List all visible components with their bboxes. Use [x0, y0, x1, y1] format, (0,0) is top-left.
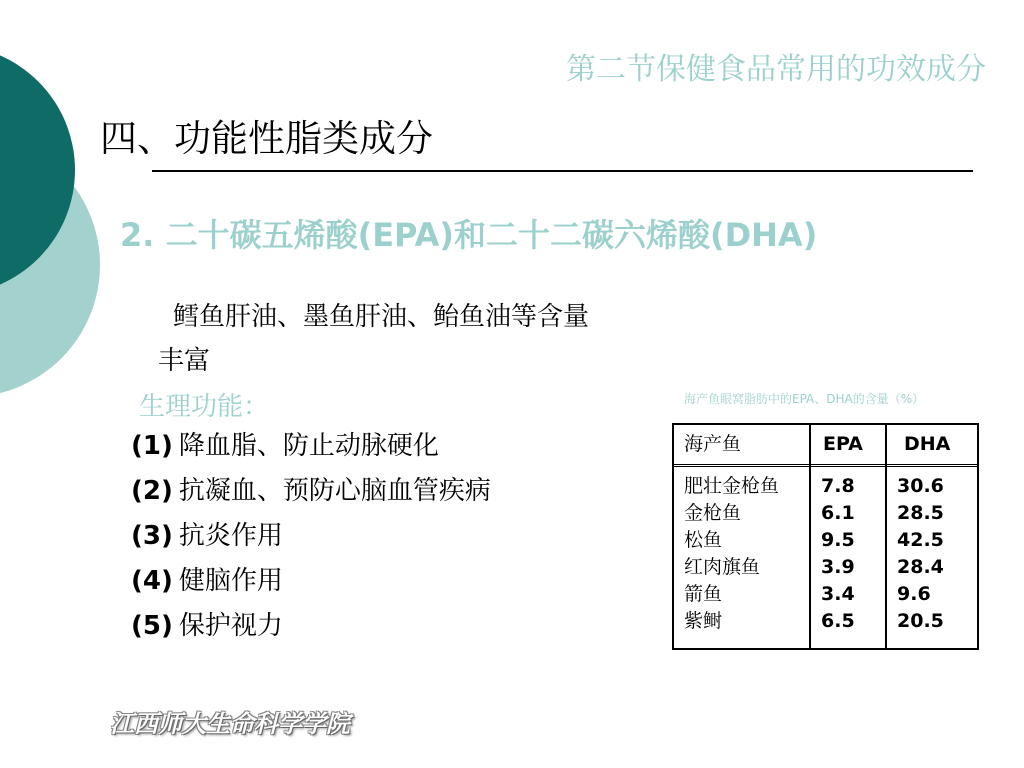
function-text: 健脑作用 — [178, 566, 283, 596]
function-text: 抗炎作用 — [178, 521, 283, 551]
function-list — [131, 425, 491, 650]
sources-line-1: 鳕鱼肝油、墨鱼肝油、鲐鱼油等含量 — [173, 302, 590, 332]
function-number: (3) — [131, 521, 173, 551]
cell-dha: 28.4 — [897, 556, 944, 578]
function-text: 保护视力 — [178, 611, 283, 641]
cell-fish: 紫鲥 — [684, 610, 723, 632]
epa-column — [811, 425, 887, 648]
cell-fish: 松鱼 — [684, 529, 723, 551]
cell-dha: 42.5 — [897, 529, 944, 551]
cell-fish: 金枪鱼 — [684, 502, 742, 524]
cell-epa: 3.9 — [821, 556, 855, 578]
section-title: 第二节保健食品常用的功效成分 — [566, 52, 986, 87]
function-number: (4) — [131, 566, 173, 596]
function-number: (2) — [131, 476, 173, 506]
page-title: 四、功能性脂类成分 — [100, 117, 433, 160]
cell-epa: 3.4 — [821, 583, 855, 605]
function-text: 抗凝血、预防心脑血管疾病 — [178, 476, 491, 506]
cell-epa: 7.8 — [821, 475, 855, 497]
cell-dha: 30.6 — [897, 475, 944, 497]
function-item — [131, 425, 491, 470]
epa-dha-table — [672, 423, 979, 650]
title-divider — [152, 170, 973, 172]
cell-epa: 6.1 — [821, 502, 855, 524]
cell-fish: 肥壮金枪鱼 — [684, 475, 780, 497]
cell-epa: 9.5 — [821, 529, 855, 551]
header-fish: 海产鱼 — [674, 425, 809, 467]
fish-cells — [674, 467, 809, 635]
cell-dha: 9.6 — [897, 583, 931, 605]
function-item — [131, 560, 491, 605]
sources-line-2: 丰富 — [158, 346, 211, 376]
table-caption: 海产鱼眼窝脂肪中的EPA、DHA的含量（%） — [684, 392, 925, 406]
header-epa: EPA — [811, 425, 885, 467]
dha-column — [887, 425, 977, 648]
function-item — [131, 605, 491, 650]
function-item — [131, 515, 491, 560]
cell-fish: 红肉旗鱼 — [684, 556, 761, 578]
cell-epa: 6.5 — [821, 610, 855, 632]
function-text: 降血脂、防止动脉硬化 — [178, 431, 439, 461]
decorative-circles — [0, 0, 120, 420]
subsection-heading: 2. 二十碳五烯酸(EPA)和二十二碳六烯酸(DHA) — [120, 216, 818, 254]
header-dha: DHA — [887, 425, 977, 467]
physiology-label: 生理功能： — [139, 392, 270, 422]
epa-cells — [811, 467, 885, 635]
function-number: (5) — [131, 611, 173, 641]
cell-dha: 20.5 — [897, 610, 944, 632]
fish-column — [674, 425, 811, 648]
dha-cells — [887, 467, 977, 635]
cell-fish: 箭鱼 — [684, 583, 723, 605]
function-number: (1) — [131, 431, 173, 461]
footer-institution: 江西师大生命科学学院 — [110, 709, 350, 738]
function-item — [131, 470, 491, 515]
cell-dha: 28.5 — [897, 502, 944, 524]
